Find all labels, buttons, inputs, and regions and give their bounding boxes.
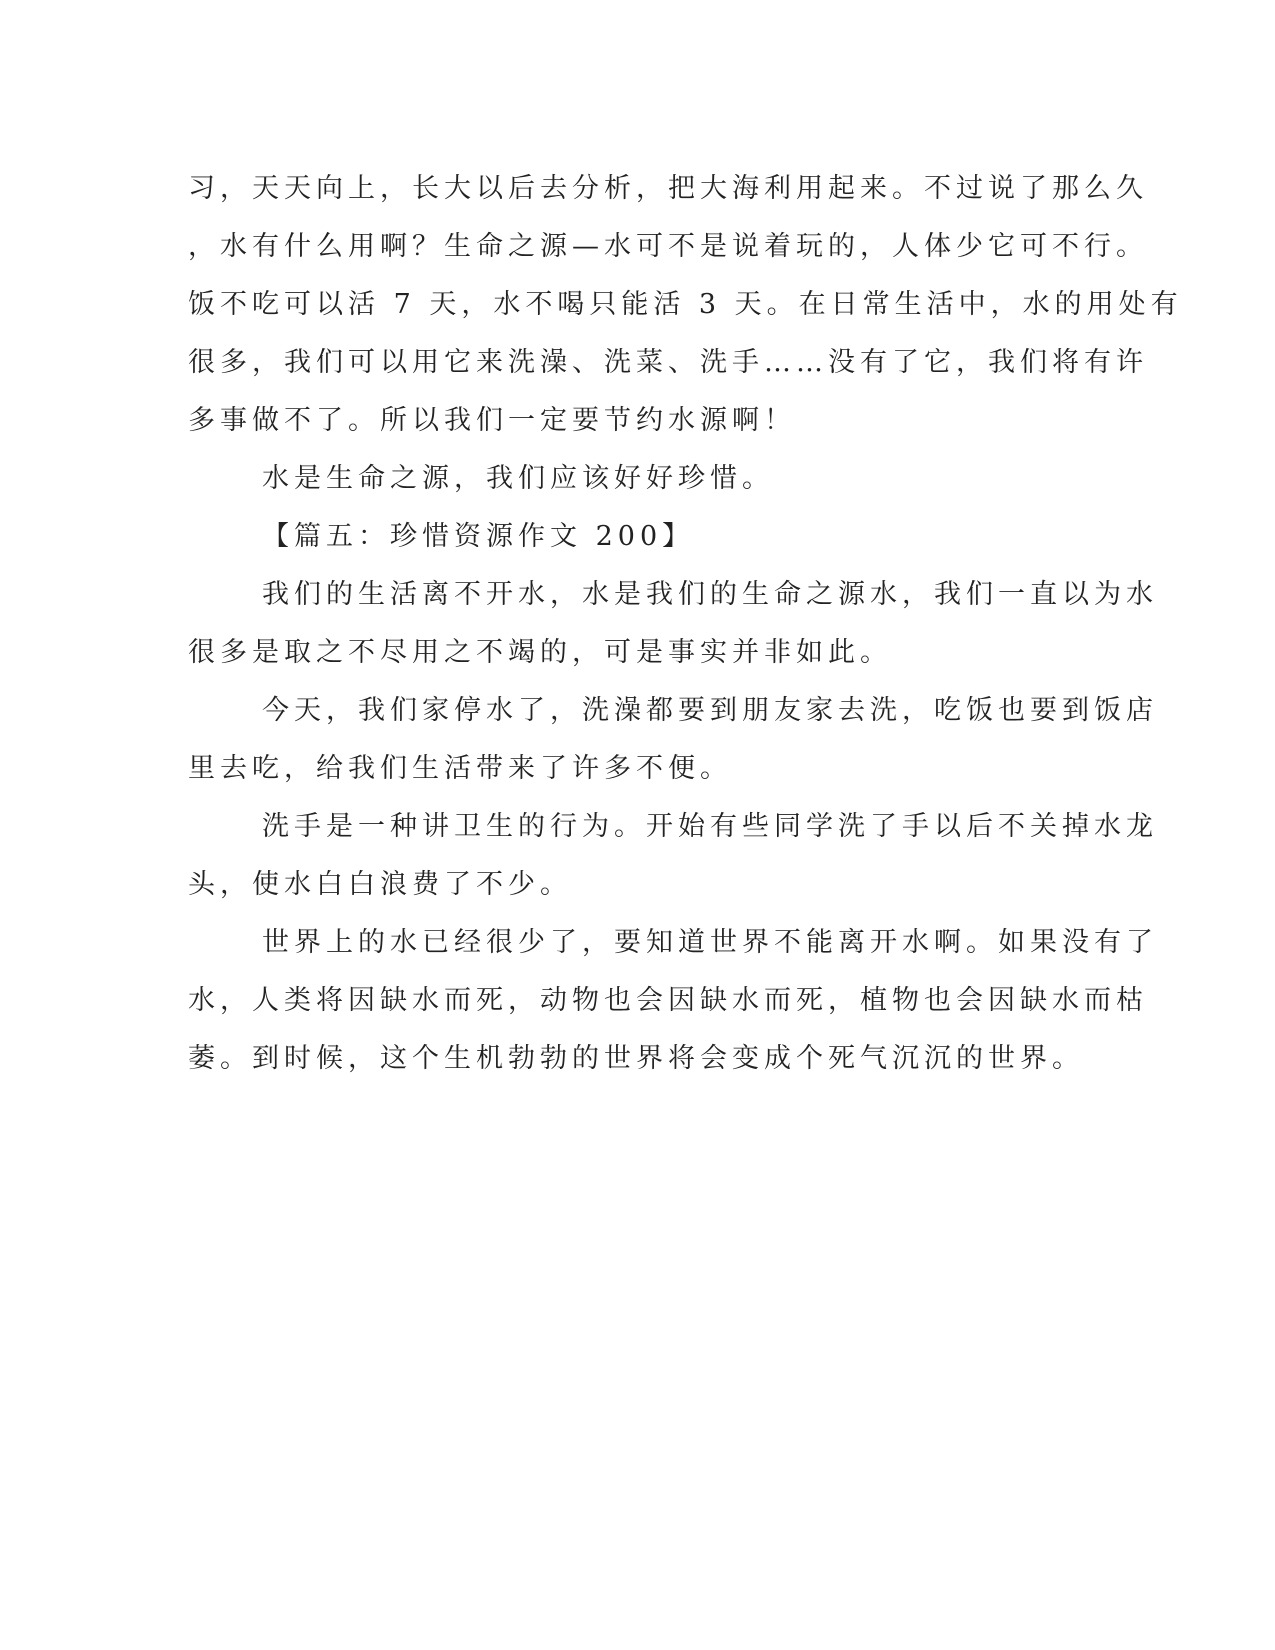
text-line: 很多，我们可以用它来洗澡、洗菜、洗手……没有了它，我们将有许 xyxy=(188,347,1148,378)
text-line: ，水有什么用啊？生命之源—水可不是说着玩的，人体少它可不行。 xyxy=(188,231,1148,262)
text-line: 世界上的水已经很少了，要知道世界不能离开水啊。如果没有了 xyxy=(262,927,1158,958)
text-line: 水是生命之源，我们应该好好珍惜。 xyxy=(262,463,774,494)
text-line: 很多是取之不尽用之不竭的，可是事实并非如此。 xyxy=(188,637,892,668)
text-line: 习，天天向上，长大以后去分析，把大海利用起来。不过说了那么久 xyxy=(188,173,1148,204)
text-line: 里去吃，给我们生活带来了许多不便。 xyxy=(188,753,732,784)
text-line: 我们的生活离不开水，水是我们的生命之源水，我们一直以为水 xyxy=(262,579,1158,610)
section-heading: 【篇五：珍惜资源作文 200】 xyxy=(262,521,695,552)
text-line: 多事做不了。所以我们一定要节约水源啊！ xyxy=(188,405,796,436)
text-line: 洗手是一种讲卫生的行为。开始有些同学洗了手以后不关掉水龙 xyxy=(262,811,1158,842)
text-line: 饭不吃可以活 7 天，水不喝只能活 3 天。在日常生活中，水的用处有 xyxy=(188,289,1183,320)
text-line: 萎。到时候，这个生机勃勃的世界将会变成个死气沉沉的世界。 xyxy=(188,1043,1084,1074)
text-line: 头，使水白白浪费了不少。 xyxy=(188,869,572,900)
text-line: 今天，我们家停水了，洗澡都要到朋友家去洗，吃饭也要到饭店 xyxy=(262,695,1158,726)
text-line: 水，人类将因缺水而死，动物也会因缺水而死，植物也会因缺水而枯 xyxy=(188,985,1148,1016)
